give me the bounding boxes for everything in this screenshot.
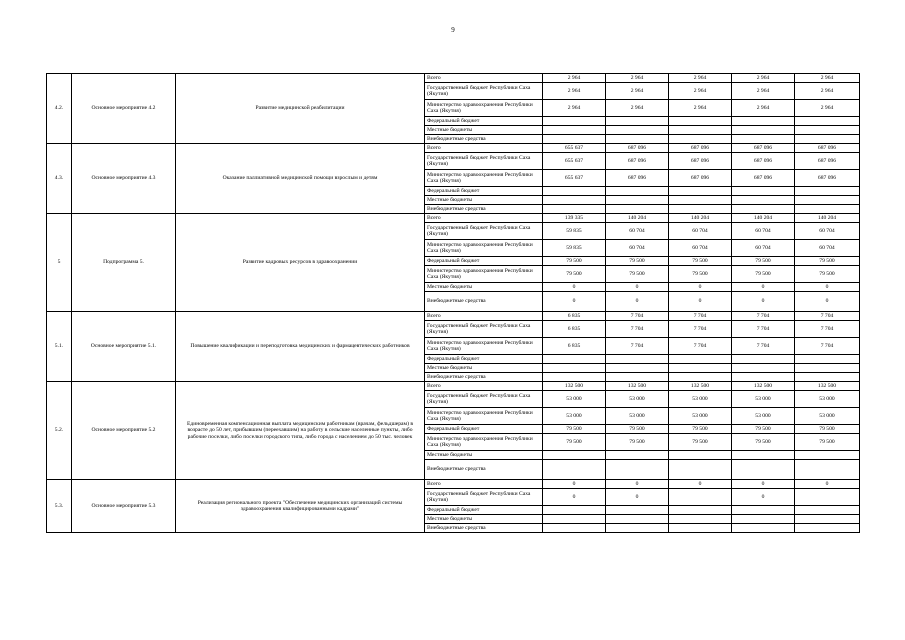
amount-cell: 7 704: [732, 338, 795, 355]
section-number: 5.2.: [47, 382, 72, 480]
amount-cell: 687 096: [669, 144, 732, 153]
amount-cell: 0: [732, 489, 795, 506]
amount-cell: 0: [543, 489, 606, 506]
amount-cell: [795, 355, 860, 364]
amount-cell: [732, 364, 795, 373]
amount-cell: [669, 489, 732, 506]
amount-cell: [669, 460, 732, 480]
funding-source: Местные бюджеты: [425, 364, 543, 373]
amount-cell: 53 000: [732, 391, 795, 408]
amount-cell: 7 704: [606, 312, 669, 321]
amount-cell: 2 964: [669, 74, 732, 83]
amount-cell: 79 500: [732, 434, 795, 451]
section-name: Основное мероприятие 5.2: [72, 382, 176, 480]
amount-cell: [543, 187, 606, 196]
amount-cell: 687 096: [669, 153, 732, 170]
amount-cell: 79 500: [669, 425, 732, 434]
amount-cell: 0: [795, 480, 860, 489]
amount-cell: 2 964: [606, 74, 669, 83]
amount-cell: [795, 373, 860, 382]
amount-cell: 6 835: [543, 312, 606, 321]
amount-cell: [606, 515, 669, 524]
table-row: [47, 480, 860, 489]
funding-source: Внебюджетные средства: [425, 205, 543, 214]
amount-cell: [795, 117, 860, 126]
section-name: Подпрограмма 5.: [72, 214, 176, 312]
section-number: 4.2.: [47, 74, 72, 144]
amount-cell: 53 000: [606, 391, 669, 408]
amount-cell: 79 500: [606, 425, 669, 434]
amount-cell: 0: [732, 292, 795, 312]
amount-cell: 2 964: [669, 83, 732, 100]
amount-cell: 53 000: [732, 408, 795, 425]
funding-source: Всего: [425, 144, 543, 153]
amount-cell: 7 704: [732, 312, 795, 321]
amount-cell: 2 964: [732, 74, 795, 83]
funding-source: Министерство здравоохранения Республики Саха (Якутия): [425, 338, 543, 355]
amount-cell: 79 500: [795, 257, 860, 266]
funding-source: Местные бюджеты: [425, 283, 543, 292]
amount-cell: 0: [543, 283, 606, 292]
amount-cell: [669, 373, 732, 382]
funding-source: Внебюджетные средства: [425, 524, 543, 533]
amount-cell: [543, 506, 606, 515]
amount-cell: [795, 460, 860, 480]
amount-cell: [795, 506, 860, 515]
amount-cell: 60 704: [795, 223, 860, 240]
amount-cell: 79 500: [669, 266, 732, 283]
funding-source: Местные бюджеты: [425, 196, 543, 205]
amount-cell: 140 204: [732, 214, 795, 223]
amount-cell: 60 704: [732, 240, 795, 257]
amount-cell: 2 964: [606, 83, 669, 100]
section-description: Единовременная компенсационная выплата медицинским работникам (врачам, фельдшерам) в возрасте до 50 лет, прибывшим (переехавшим) на работу в сельские населенные пункты, либо рабочие поселки, либо поселки городского типа, либо города с населением до 50 тыс. человек: [176, 382, 425, 480]
section-description: Повышение квалификации и переподготовка медицинских и фармацевтических работников: [176, 312, 425, 382]
funding-source: Министерство здравоохранения Республики Саха (Якутия): [425, 408, 543, 425]
amount-cell: 0: [732, 480, 795, 489]
amount-cell: [795, 205, 860, 214]
amount-cell: [795, 524, 860, 533]
amount-cell: [732, 451, 795, 460]
amount-cell: [732, 205, 795, 214]
amount-cell: [669, 524, 732, 533]
amount-cell: 132 500: [543, 382, 606, 391]
amount-cell: 79 500: [606, 266, 669, 283]
funding-source: Внебюджетные средства: [425, 373, 543, 382]
amount-cell: 0: [606, 292, 669, 312]
amount-cell: [606, 506, 669, 515]
amount-cell: 79 500: [606, 434, 669, 451]
amount-cell: 687 096: [669, 170, 732, 187]
amount-cell: 53 000: [795, 391, 860, 408]
amount-cell: [606, 205, 669, 214]
amount-cell: 140 204: [795, 214, 860, 223]
section-name: Основное мероприятие 4.2: [72, 74, 176, 144]
amount-cell: 2 964: [795, 83, 860, 100]
amount-cell: 655 637: [543, 144, 606, 153]
funding-source: Федеральный бюджет: [425, 117, 543, 126]
amount-cell: [606, 126, 669, 135]
amount-cell: 655 637: [543, 170, 606, 187]
amount-cell: 6 835: [543, 321, 606, 338]
amount-cell: 2 964: [543, 83, 606, 100]
funding-source: Всего: [425, 480, 543, 489]
amount-cell: [606, 355, 669, 364]
funding-source: Внебюджетные средства: [425, 135, 543, 144]
amount-cell: 60 704: [606, 240, 669, 257]
amount-cell: 139 335: [543, 214, 606, 223]
amount-cell: 79 500: [732, 266, 795, 283]
amount-cell: 53 000: [669, 408, 732, 425]
amount-cell: 2 964: [732, 100, 795, 117]
amount-cell: 0: [669, 283, 732, 292]
amount-cell: [732, 355, 795, 364]
funding-source: Всего: [425, 214, 543, 223]
amount-cell: 53 000: [543, 391, 606, 408]
page-number: 9: [451, 26, 455, 34]
amount-cell: 53 000: [543, 408, 606, 425]
amount-cell: 687 096: [795, 144, 860, 153]
funding-source: Государственный бюджет Республики Саха (Якутия): [425, 391, 543, 408]
amount-cell: 53 000: [795, 408, 860, 425]
funding-source: Министерство здравоохранения Республики Саха (Якутия): [425, 170, 543, 187]
section-number: 5: [47, 214, 72, 312]
amount-cell: 2 964: [543, 74, 606, 83]
table-row: [47, 74, 860, 83]
amount-cell: [669, 117, 732, 126]
amount-cell: [669, 135, 732, 144]
amount-cell: 0: [795, 283, 860, 292]
amount-cell: 687 096: [732, 170, 795, 187]
amount-cell: [795, 489, 860, 506]
section-description: Развитие медицинской реабилитации: [176, 74, 425, 144]
amount-cell: 2 964: [732, 83, 795, 100]
amount-cell: 687 096: [795, 153, 860, 170]
funding-source: Государственный бюджет Республики Саха (Якутия): [425, 153, 543, 170]
section-description: Оказание паллиативной медицинской помощи взрослым и детям: [176, 144, 425, 214]
amount-cell: 79 500: [606, 257, 669, 266]
funding-source: Местные бюджеты: [425, 515, 543, 524]
funding-source: Всего: [425, 74, 543, 83]
amount-cell: [669, 355, 732, 364]
budget-table: [46, 73, 860, 533]
section-name: Основное мероприятие 5.1.: [72, 312, 176, 382]
amount-cell: 7 704: [669, 338, 732, 355]
amount-cell: [732, 524, 795, 533]
amount-cell: 60 704: [669, 223, 732, 240]
amount-cell: 140 204: [606, 214, 669, 223]
amount-cell: [669, 451, 732, 460]
amount-cell: [732, 135, 795, 144]
amount-cell: [795, 364, 860, 373]
amount-cell: 79 500: [732, 425, 795, 434]
funding-source: Министерство здравоохранения Республики Саха (Якутия): [425, 266, 543, 283]
amount-cell: 7 704: [795, 338, 860, 355]
amount-cell: 7 704: [606, 338, 669, 355]
section-number: 4.3.: [47, 144, 72, 214]
section-description: Реализация регионального проекта "Обеспечение медицинских организаций системы здравоохранения квалифицированными кадрами": [176, 480, 425, 533]
amount-cell: [732, 187, 795, 196]
amount-cell: 79 500: [543, 266, 606, 283]
amount-cell: [669, 506, 732, 515]
funding-source: Внебюджетные средства: [425, 460, 543, 480]
amount-cell: 687 096: [795, 170, 860, 187]
amount-cell: [543, 460, 606, 480]
amount-cell: 0: [732, 283, 795, 292]
amount-cell: [606, 364, 669, 373]
amount-cell: 140 204: [669, 214, 732, 223]
amount-cell: [669, 205, 732, 214]
amount-cell: [669, 196, 732, 205]
amount-cell: [795, 187, 860, 196]
table-row: [47, 382, 860, 391]
amount-cell: [606, 135, 669, 144]
amount-cell: 7 704: [669, 312, 732, 321]
funding-source: Федеральный бюджет: [425, 506, 543, 515]
funding-source: Всего: [425, 312, 543, 321]
funding-source: Всего: [425, 382, 543, 391]
funding-source: Государственный бюджет Республики Саха (Якутия): [425, 223, 543, 240]
section-name: Основное мероприятие 5.3: [72, 480, 176, 533]
amount-cell: 79 500: [795, 434, 860, 451]
amount-cell: 60 704: [732, 223, 795, 240]
amount-cell: [732, 117, 795, 126]
section-name: Основное мероприятие 4.3: [72, 144, 176, 214]
amount-cell: 687 096: [732, 153, 795, 170]
funding-source: Государственный бюджет Республики Саха (Якутия): [425, 321, 543, 338]
amount-cell: 60 704: [795, 240, 860, 257]
amount-cell: 0: [606, 489, 669, 506]
amount-cell: [543, 205, 606, 214]
amount-cell: [606, 187, 669, 196]
amount-cell: 7 704: [669, 321, 732, 338]
funding-source: Местные бюджеты: [425, 126, 543, 135]
amount-cell: [606, 196, 669, 205]
funding-source: Федеральный бюджет: [425, 425, 543, 434]
amount-cell: 2 964: [795, 74, 860, 83]
amount-cell: [543, 117, 606, 126]
amount-cell: 132 500: [732, 382, 795, 391]
amount-cell: [543, 451, 606, 460]
amount-cell: [795, 451, 860, 460]
amount-cell: [606, 524, 669, 533]
amount-cell: 132 500: [669, 382, 732, 391]
amount-cell: [795, 515, 860, 524]
amount-cell: 79 500: [543, 425, 606, 434]
amount-cell: 79 500: [543, 257, 606, 266]
amount-cell: 7 704: [606, 321, 669, 338]
funding-source: Государственный бюджет Республики Саха (Якутия): [425, 489, 543, 506]
table-row: [47, 312, 860, 321]
amount-cell: [543, 373, 606, 382]
amount-cell: [543, 524, 606, 533]
amount-cell: 0: [543, 480, 606, 489]
section-description: Развитие кадровых ресурсов в здравоохранении: [176, 214, 425, 312]
section-number: 5.1.: [47, 312, 72, 382]
amount-cell: [732, 373, 795, 382]
amount-cell: [669, 187, 732, 196]
funding-source: Государственный бюджет Республики Саха (Якутия): [425, 83, 543, 100]
amount-cell: 687 096: [606, 144, 669, 153]
amount-cell: 0: [669, 292, 732, 312]
funding-source: Министерство здравоохранения Республики Саха (Якутия): [425, 434, 543, 451]
funding-source: Министерство здравоохранения Республики Саха (Якутия): [425, 240, 543, 257]
amount-cell: 79 500: [795, 425, 860, 434]
amount-cell: [732, 196, 795, 205]
amount-cell: [606, 451, 669, 460]
amount-cell: [543, 135, 606, 144]
amount-cell: 655 637: [543, 153, 606, 170]
table-row: [47, 144, 860, 153]
funding-source: Министерство здравоохранения Республики Саха (Якутия): [425, 100, 543, 117]
section-number: 5.3.: [47, 480, 72, 533]
funding-source: Федеральный бюджет: [425, 257, 543, 266]
amount-cell: 0: [606, 283, 669, 292]
amount-cell: [606, 460, 669, 480]
amount-cell: [606, 373, 669, 382]
amount-cell: [669, 126, 732, 135]
amount-cell: 2 964: [669, 100, 732, 117]
amount-cell: 687 096: [606, 153, 669, 170]
amount-cell: 7 704: [795, 312, 860, 321]
amount-cell: 687 096: [606, 170, 669, 187]
amount-cell: 2 964: [543, 100, 606, 117]
amount-cell: 132 500: [795, 382, 860, 391]
amount-cell: 7 704: [732, 321, 795, 338]
amount-cell: 79 500: [669, 434, 732, 451]
amount-cell: 53 000: [606, 408, 669, 425]
table-row: [47, 214, 860, 223]
amount-cell: 59 835: [543, 223, 606, 240]
amount-cell: 53 000: [669, 391, 732, 408]
amount-cell: 59 835: [543, 240, 606, 257]
amount-cell: 79 500: [732, 257, 795, 266]
amount-cell: [543, 196, 606, 205]
funding-source: Местные бюджеты: [425, 451, 543, 460]
amount-cell: [732, 515, 795, 524]
amount-cell: [795, 126, 860, 135]
amount-cell: [732, 460, 795, 480]
amount-cell: 60 704: [669, 240, 732, 257]
amount-cell: 0: [606, 480, 669, 489]
amount-cell: 6 835: [543, 338, 606, 355]
amount-cell: [669, 364, 732, 373]
amount-cell: 0: [543, 292, 606, 312]
amount-cell: 79 500: [669, 257, 732, 266]
amount-cell: [795, 196, 860, 205]
amount-cell: 2 964: [795, 100, 860, 117]
amount-cell: 60 704: [606, 223, 669, 240]
funding-source: Федеральный бюджет: [425, 187, 543, 196]
amount-cell: 79 500: [543, 434, 606, 451]
amount-cell: [732, 126, 795, 135]
funding-source: Федеральный бюджет: [425, 355, 543, 364]
amount-cell: 0: [795, 292, 860, 312]
amount-cell: [543, 364, 606, 373]
amount-cell: [732, 506, 795, 515]
amount-cell: 7 704: [795, 321, 860, 338]
amount-cell: [543, 515, 606, 524]
amount-cell: [543, 126, 606, 135]
amount-cell: 2 964: [606, 100, 669, 117]
funding-source: Внебюджетные средства: [425, 292, 543, 312]
amount-cell: [669, 515, 732, 524]
amount-cell: 687 096: [732, 144, 795, 153]
amount-cell: 79 500: [795, 266, 860, 283]
amount-cell: 132 500: [606, 382, 669, 391]
amount-cell: [606, 117, 669, 126]
amount-cell: [795, 135, 860, 144]
amount-cell: 0: [669, 480, 732, 489]
amount-cell: [543, 355, 606, 364]
